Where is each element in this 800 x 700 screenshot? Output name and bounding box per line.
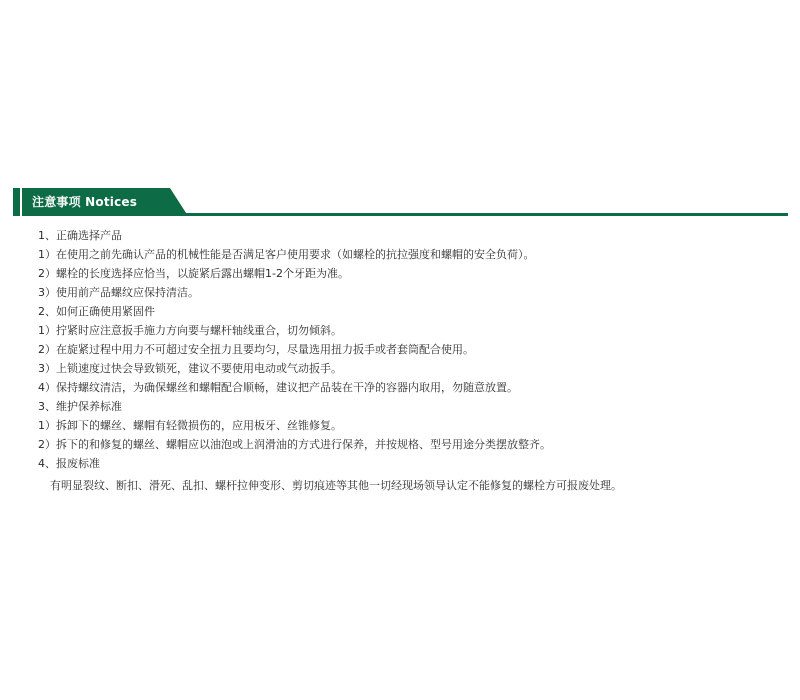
list-item: 2）螺栓的长度选择应恰当，以旋紧后露出螺帽1-2个牙距为准。 <box>38 267 349 280</box>
list-item: 2）在旋紧过程中用力不可超过安全扭力且要均匀，尽量选用扭力扳手或者套筒配合使用。 <box>38 343 474 356</box>
list-item: 1）在使用之前先确认产品的机械性能是否满足客户使用要求（如螺栓的抗拉强度和螺帽的安全负荷）。 <box>38 248 535 261</box>
list-item: 3）上锁速度过快会导致锁死，建议不要使用电动或气动扳手。 <box>38 362 342 375</box>
scrap-standard-paragraph: 有明显裂纹、断扣、滑死、乱扣、螺杆拉伸变形、剪切痕迹等其他一切经现场领导认定不能修复的螺栓方可报废处理。 <box>50 479 622 492</box>
heading-scrap-standard: 4、报废标准 <box>38 457 100 470</box>
list-item: 1）拆卸下的螺丝、螺帽有轻微损伤的，应用板牙、丝锥修复。 <box>38 419 342 432</box>
heading-maintenance: 3、维护保养标准 <box>38 400 122 413</box>
list-item: 2）拆下的和修复的螺丝、螺帽应以油泡或上润滑油的方式进行保养，并按规格、型号用途分类摆放整齐。 <box>38 438 551 451</box>
section-header <box>0 186 800 218</box>
header-accent-bar <box>13 188 20 216</box>
heading-select-product: 1、正确选择产品 <box>38 229 122 242</box>
heading-correct-usage: 2、如何正确使用紧固件 <box>38 305 155 318</box>
list-item: 3）使用前产品螺纹应保持清洁。 <box>38 286 199 299</box>
notice-list <box>0 226 800 473</box>
section-title: 注意事项 Notices <box>32 195 138 209</box>
notices-section <box>0 186 800 492</box>
list-item: 4）保持螺纹清洁，为确保螺丝和螺帽配合顺畅，建议把产品装在干净的容器内取用，勿随意放置。 <box>38 381 518 394</box>
header-underline <box>184 213 788 216</box>
list-item: 1）拧紧时应注意扳手施力方向要与螺杆轴线重合，切勿倾斜。 <box>38 324 342 337</box>
